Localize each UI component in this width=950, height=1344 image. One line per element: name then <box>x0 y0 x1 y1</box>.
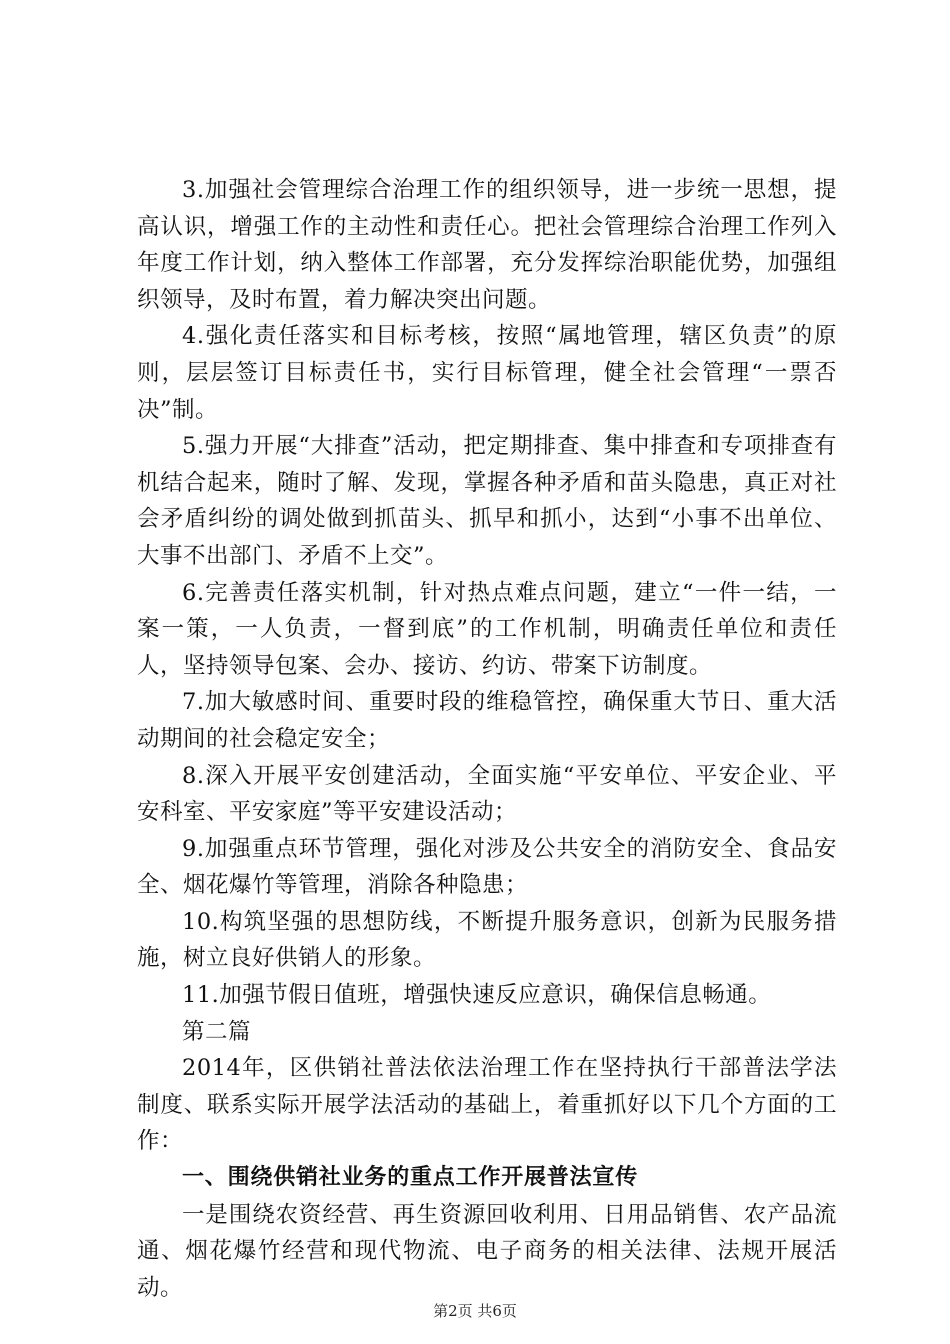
paragraph-item-3: 3.加强社会管理综合治理工作的组织领导，进一步统一思想，提高认识，增强工作的主动性和责任心。把社会管理综合治理工作列入年度工作计划，纳入整体工作部署，充分发挥综治职能优势，加强组织领导，及时布置，着力解决突出问题。 <box>137 177 837 313</box>
paragraph-item-9: 9.加强重点环节管理，强化对涉及公共安全的消防安全、食品安全、烟花爆竹等管理，消除各种隐患； <box>137 835 837 899</box>
paragraph-item-11: 11.加强节假日值班，增强快速反应意识，确保信息畅通。 <box>182 982 772 1009</box>
paragraph-item-4: 4.强化责任落实和目标考核，按照“属地管理，辖区负责”的原则，层层签订目标责任书，实行目标管理，健全社会管理“一票否决”制。 <box>137 323 837 423</box>
intro-paragraph: 2014年，区供销社普法依法治理工作在坚持执行干部普法学法制度、联系实际开展学法活动的基础上，着重抓好以下几个方面的工作： <box>137 1055 837 1155</box>
page-footer: 第2页 共6页 <box>433 1302 517 1320</box>
paragraph-item-10: 10.构筑坚强的思想防线，不断提升服务意识，创新为民服务措施，树立良好供销人的形象。 <box>137 908 837 972</box>
paragraph-item-7: 7.加大敏感时间、重要时段的维稳管控，确保重大节日、重大活动期间的社会稳定安全； <box>137 689 837 752</box>
document-body <box>137 172 837 1306</box>
paragraph-item-5: 5.强力开展“大排查”活动，把定期排查、集中排查和专项排查有机结合起来，随时了解、发现，掌握各种矛盾和苗头隐患，真正对社会矛盾纠纷的调处做到抓苗头、抓早和抓小，达到“小事不出单位、大事不出部门、矛盾不上交”。 <box>137 433 837 569</box>
body-paragraph: 一是围绕农资经营、再生资源回收利用、日用品销售、农产品流通、烟花爆竹经营和现代物流、电子商务的相关法律、法规开展活动。 <box>137 1201 837 1301</box>
section-label: 第二篇 <box>182 1018 252 1045</box>
section-heading: 一、围绕供销社业务的重点工作开展普法宣传 <box>182 1165 639 1191</box>
paragraph-item-6: 6.完善责任落实机制，针对热点难点问题，建立“一件一结，一案一策，一人负责，一督到底”的工作机制，明确责任单位和责任人，坚持领导包案、会办、接访、约访、带案下访制度。 <box>137 579 837 679</box>
paragraph-item-8: 8.深入开展平安创建活动，全面实施“平安单位、平安企业、平安科室、平安家庭”等平安建设活动； <box>137 762 837 826</box>
